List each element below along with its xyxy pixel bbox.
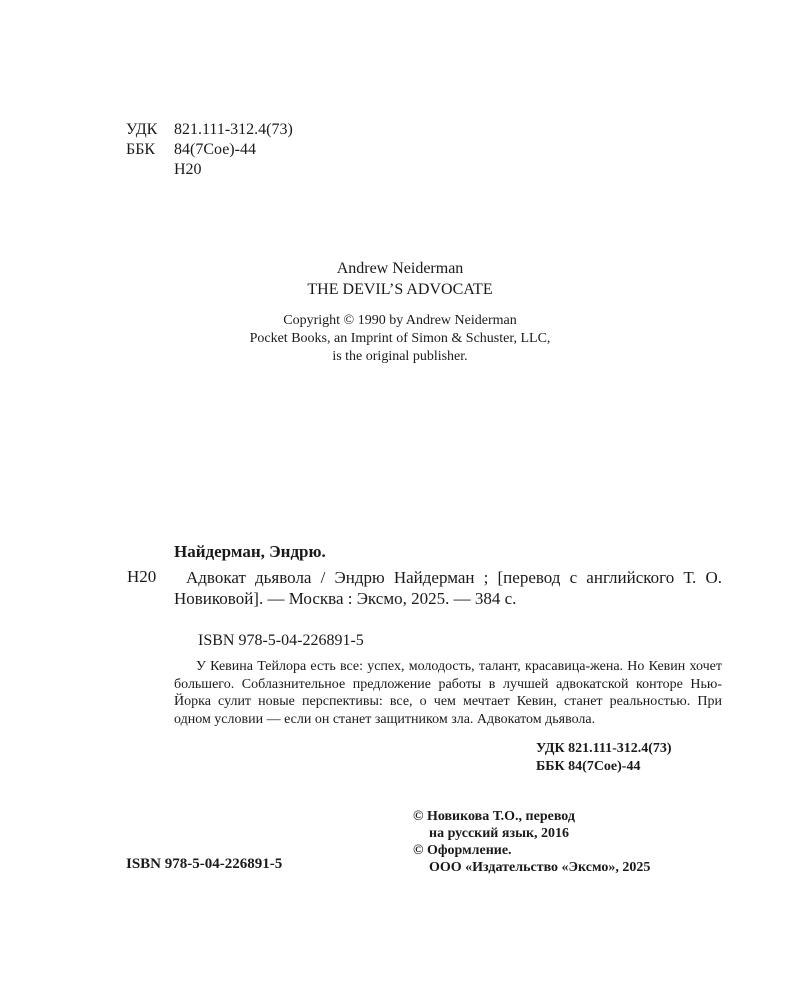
catalog-bbk: ББК 84(7Сое)-44 [536, 759, 641, 774]
udk-label: УДК [126, 121, 158, 138]
rights-line-2: на русский язык, 2016 [429, 826, 570, 841]
udk-row [126, 120, 293, 140]
original-title: THE DEVIL’S ADVOCATE [307, 281, 493, 298]
catalog-annotation: У Кевина Тейлора есть все: успех, молодость, талант, красавица-жена. Но Кевин хочет большего. Соблазнительное предложение работы в лучшей адвокатской конторе Нью-Йорка сулит новые перспективы: все, о чем мечтает Кевин, станет реальностью. При одном условии — если он станет защитником зла. Адвокатом дьявола. [174, 659, 722, 727]
bbk-label: ББК [126, 141, 156, 158]
copyright-line-3: is the original publisher. [332, 349, 468, 364]
original-credits [0, 258, 800, 300]
rights-line-3: © Оформление. [413, 843, 512, 858]
author-mark-row [126, 160, 293, 180]
catalog-udk: УДК 821.111-312.4(73) [536, 741, 672, 756]
copyright-line-2: Pocket Books, an Imprint of Simon & Schuster, LLC, [249, 331, 551, 346]
rights-line-4: ООО «Издательство «Эксмо», 2025 [429, 860, 651, 875]
catalog-author-mark: Н20 [127, 567, 157, 586]
bottom-isbn: ISBN 978-5-04-226891-5 [126, 856, 283, 872]
bbk-value: 84(7Сое)-44 [174, 141, 256, 158]
original-author: Andrew Neiderman [336, 260, 464, 277]
udk-value: 821.111-312.4(73) [174, 121, 293, 138]
catalog-description: Адвокат дьявола / Эндрю Найдерман ; [перевод с английского Т. О. Новиковой]. — Москва : Эксмо, 2025. — 384 с. [174, 568, 722, 608]
copyright-line-1: Copyright © 1990 by Andrew Neiderman [283, 313, 517, 328]
catalog-author-heading: Найдерман, Эндрю. [174, 542, 326, 561]
rights-line-1: © Новикова Т.О., перевод [413, 809, 575, 824]
rights-block [413, 808, 650, 876]
author-mark: Н20 [174, 161, 202, 178]
top-classification-codes [126, 120, 293, 180]
bbk-row [126, 140, 293, 160]
copyright-block [0, 312, 800, 366]
catalog-codes [536, 740, 672, 776]
catalog-isbn: ISBN 978-5-04-226891-5 [198, 632, 364, 649]
